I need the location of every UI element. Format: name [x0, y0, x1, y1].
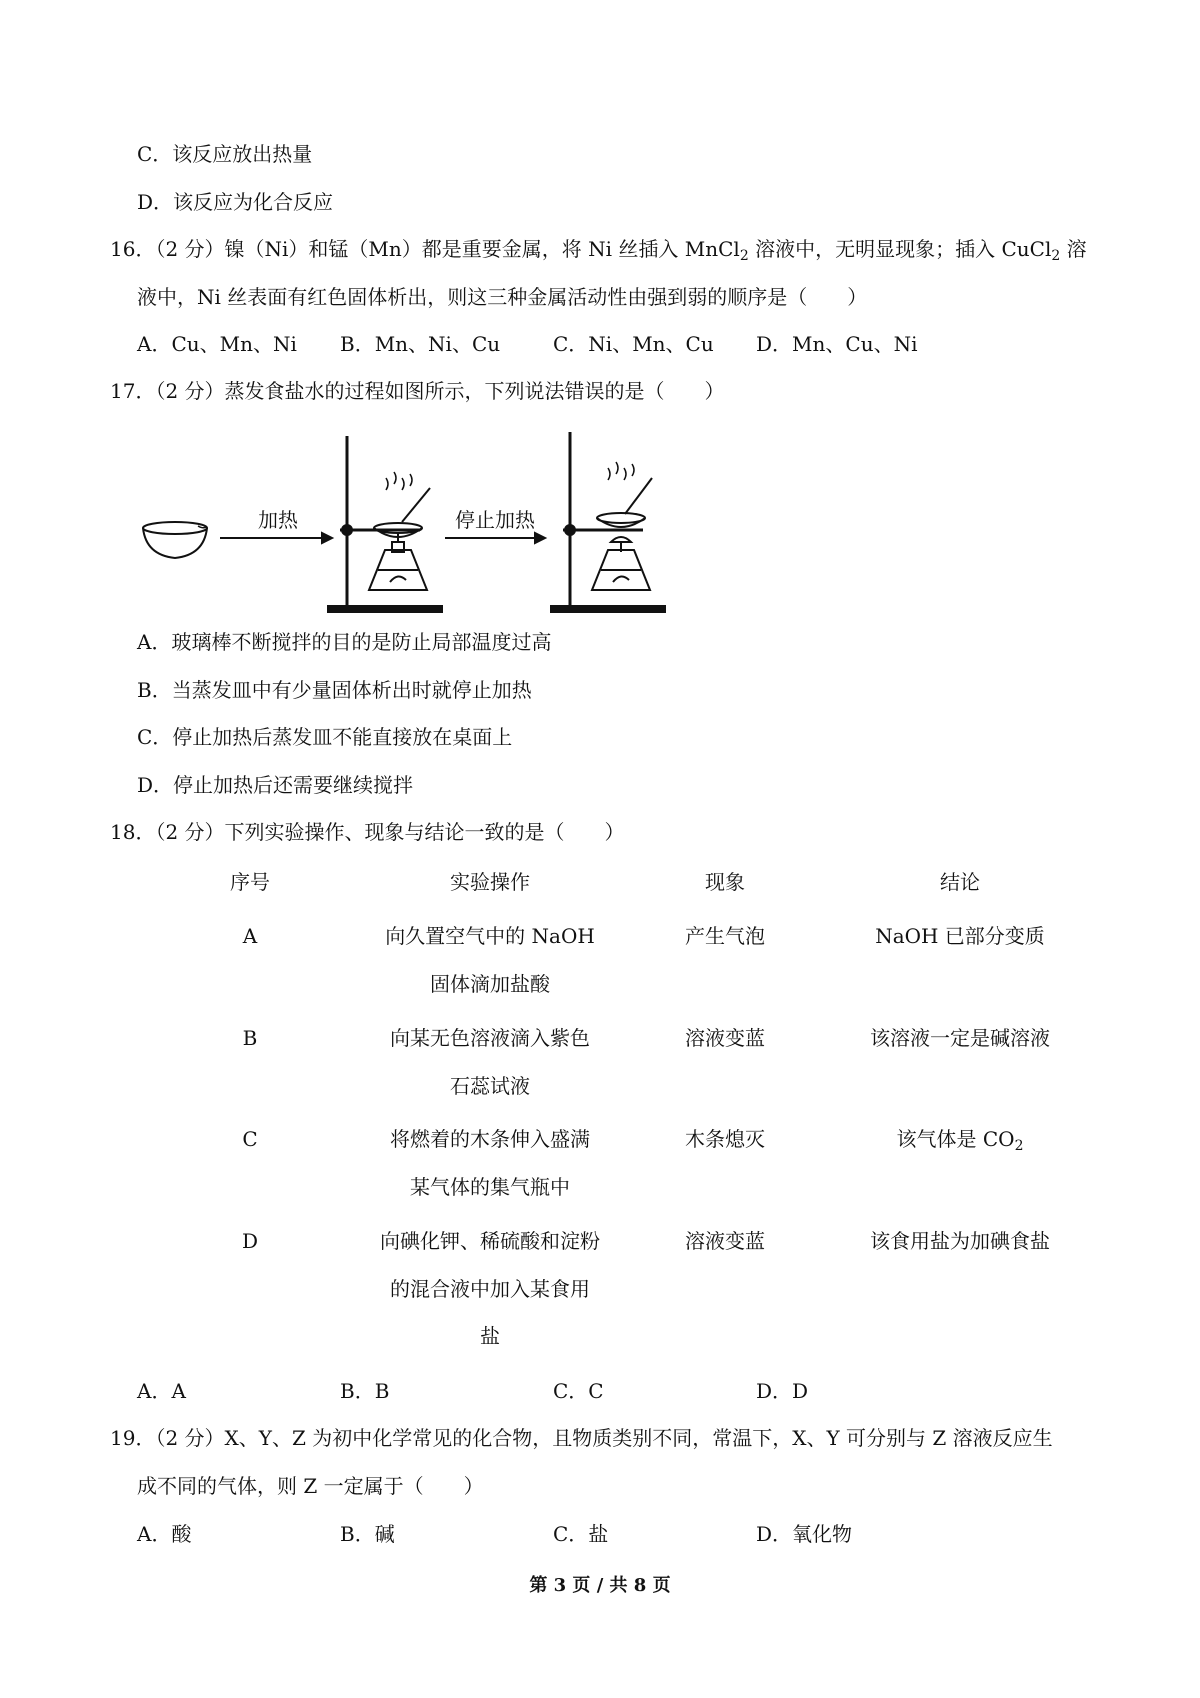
q18-row-b-id: B [242, 1026, 258, 1050]
q18-option-b: B．B [340, 1379, 390, 1403]
q17-option-d: D．停止加热后还需要继续搅拌 [137, 773, 414, 797]
q18-row-c-conclusion [820, 1125, 1100, 1153]
q19-option-a: A．酸 [137, 1522, 192, 1546]
q18-header-operation: 实验操作 [450, 870, 530, 894]
q18-row-d-phenomenon: 溶液变蓝 [685, 1229, 765, 1253]
q18-row-a-id: A [242, 924, 258, 948]
q16-stem-a: 16．（2 分）镍（Ni）和锰（Mn）都是重要金属，将 Ni 丝插入 MnCl [110, 237, 740, 261]
figure-label-stop: 停止加热 [455, 508, 535, 532]
evaporation-apparatus-stopped-icon [551, 432, 665, 612]
evaporating-dish-icon [143, 522, 207, 558]
q16-stem-c: 溶 [1060, 237, 1087, 261]
q18-row-a-op-2: 固体滴加盐酸 [430, 972, 550, 996]
q18-row-a-conclusion: NaOH 已部分变质 [875, 924, 1045, 948]
q19-option-b: B．碱 [340, 1522, 395, 1546]
q16-option-b: B．Mn、Ni、Cu [340, 332, 501, 356]
q18-row-c-op-2: 某气体的集气瓶中 [410, 1175, 570, 1199]
q16-stem-line2: 液中，Ni 丝表面有红色固体析出，则这三种金属活动性由强到弱的顺序是（ ） [137, 285, 868, 309]
q18-header-conclusion: 结论 [940, 870, 980, 894]
q17-option-b: B．当蒸发皿中有少量固体析出时就停止加热 [137, 678, 532, 702]
q18-row-d-conclusion: 该食用盐为加碘食盐 [870, 1229, 1050, 1253]
q18-row-d-op-1: 向碘化钾、稀硫酸和淀粉 [380, 1229, 600, 1253]
q19-option-c: C．盐 [553, 1522, 609, 1546]
q17-stem: 17．（2 分）蒸发食盐水的过程如图所示，下列说法错误的是（ ） [110, 379, 725, 403]
evaporation-apparatus-heating-icon [328, 436, 442, 612]
page-footer: 第 3 页 / 共 8 页 [529, 1575, 671, 1596]
q19-option-d: D．氧化物 [756, 1522, 853, 1546]
evaporation-figure [140, 430, 710, 615]
q18-option-a: A．A [137, 1379, 186, 1403]
q15-option-d: D．该反应为化合反应 [137, 190, 334, 214]
q18-row-c-id: C [242, 1127, 258, 1151]
q16-option-c: C．Ni、Mn、Cu [553, 332, 714, 356]
q18-row-d-op-2: 的混合液中加入某食用 [390, 1277, 590, 1301]
q18-row-d-id: D [241, 1229, 259, 1253]
q18-row-d-op-3: 盐 [480, 1324, 500, 1348]
q16-stem-line1 [110, 235, 1087, 263]
q18-header-phenomenon: 现象 [705, 870, 745, 894]
q18-row-b-op-1: 向某无色溶液滴入紫色 [390, 1026, 590, 1050]
q16-option-d: D．Mn、Cu、Ni [756, 332, 918, 356]
q19-stem-line2: 成不同的气体，则 Z 一定属于（ ） [137, 1474, 484, 1498]
q17-option-c: C．停止加热后蒸发皿不能直接放在桌面上 [137, 725, 513, 749]
q18-row-c-conclusion-sub: 2 [1014, 1138, 1024, 1154]
q18-row-a-op-1: 向久置空气中的 NaOH [385, 924, 595, 948]
q18-option-c: C．C [553, 1379, 604, 1403]
q18-row-c-op-1: 将燃着的木条伸入盛满 [390, 1127, 590, 1151]
q16-sub-b: 2 [1051, 248, 1061, 264]
q18-stem: 18．（2 分）下列实验操作、现象与结论一致的是（ ） [110, 820, 625, 844]
q17-option-a: A．玻璃棒不断搅拌的目的是防止局部温度过高 [137, 630, 552, 654]
q16-sub-a: 2 [739, 248, 749, 264]
q16-option-a: A．Cu、Mn、Ni [137, 332, 297, 356]
q18-row-c-phenomenon: 木条熄灭 [685, 1127, 765, 1151]
q18-row-c-conclusion-text: 该气体是 CO [896, 1127, 1015, 1151]
q18-row-b-conclusion: 该溶液一定是碱溶液 [870, 1026, 1050, 1050]
q19-stem-line1: 19．（2 分）X、Y、Z 为初中化学常见的化合物，且物质类别不同，常温下，X、Y 可分别与 Z 溶液反应生 [110, 1426, 1053, 1450]
q18-row-b-phenomenon: 溶液变蓝 [685, 1026, 765, 1050]
q18-row-b-op-2: 石蕊试液 [450, 1074, 530, 1098]
q18-option-d: D．D [756, 1379, 809, 1403]
figure-label-heat: 加热 [258, 508, 298, 532]
q18-row-a-phenomenon: 产生气泡 [685, 924, 765, 948]
q18-header-id: 序号 [230, 870, 270, 894]
q16-stem-b: 溶液中，无明显现象；插入 CuCl [748, 237, 1052, 261]
q15-option-c: C．该反应放出热量 [137, 142, 313, 166]
